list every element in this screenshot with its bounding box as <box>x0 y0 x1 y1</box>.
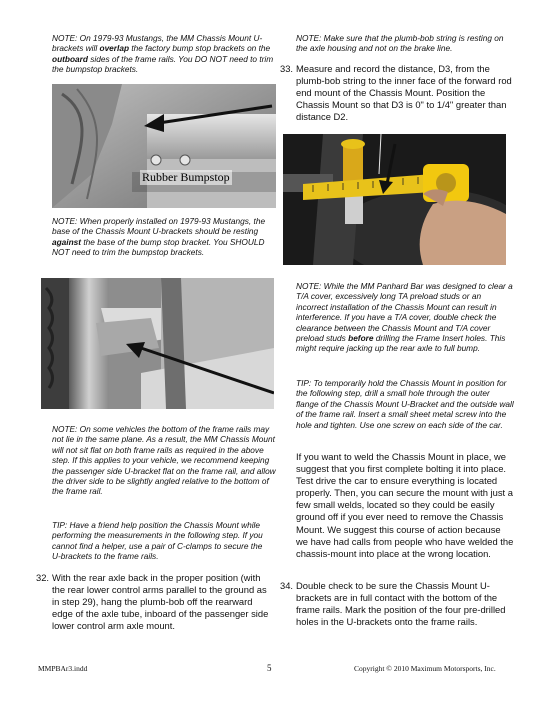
step-32-number: 32. <box>36 572 50 583</box>
note-panhard-clearance: NOTE: While the MM Panhard Bar was designed to clear a T/A cover, excessively long TA preload studs or an incorrect installation of the Chassis Mount can result in interference. If you have a T/A cover, double check the clearance between the Chassis Mount and T/A cover preload studs before drilling the Frame Insert holes. This might require jacking up the rear axle to full bump. <box>296 281 513 354</box>
chassis-mount-illustration <box>41 278 274 409</box>
note-frame-rails-plane: NOTE: On some vehicles the bottom of the frame rails may not lie in the same plane. As a result, the MM Chassis Mount will not sit flat on both frame rails as required in the above step. If this applies to your vehicle, we recommend keeping the passenger side U-bracket flat on the frame rail, and allow the driver side to be slightly angled relative to the bottom of the frame rail. <box>52 424 276 497</box>
note-plumb-bob-string: NOTE: Make sure that the plumb-bob string is resting on the axle housing and not on the brake line. <box>296 33 504 54</box>
step-33-number: 33. <box>280 63 294 74</box>
tape-measure-photo <box>283 134 506 265</box>
note-bump-stop-resting: NOTE: When properly installed on 1979-93 Mustangs, the base of the Chassis Mount U-brackets should be resting against the base of the bump stop bracket. You SHOULD NOT need to trim the bumpstop brackets. <box>52 216 266 258</box>
step-34: 34. Double check to be sure the Chassis Mount U-brackets are in full contact with the bottom of the frame rails. Mark the position of the four pre-drilled holes in the U-brackets onto the frame rails. <box>280 580 506 628</box>
step-32: 32. With the rear axle back in the proper position (with the rear lower control arms parallel to the ground as in step 29), hang the plumb-bob off the rearward edge of the axle tube, inboard of the passenger side lower control arm axle mount. <box>36 572 269 632</box>
note-outboard-overlap: NOTE: On 1979-93 Mustangs, the MM Chassis Mount U-brackets will overlap the factory bump stop brackets on the outboard sides of the frame rails. You DO NOT need to trim the bumpstop brackets. <box>52 33 274 75</box>
page-number: 5 <box>267 663 272 673</box>
chassis-mount-photo <box>41 278 274 409</box>
tip-helper-position: TIP: Have a friend help position the Chassis Mount while performing the measurements in the following step. If you cannot find a helper, use a pair of C-clamps to secure the U-brackets to the frame rails. <box>52 520 263 562</box>
bumpstop-photo <box>52 84 276 208</box>
weld-paragraph: If you want to weld the Chassis Mount in place, we suggest that you first complete bolting it into place. Test drive the car to ensure everything is located properly. Then, you can secure the mount with just a few small welds, located so they could be easily ground off if you ever need to remove the Chassis Mount. We suggest this course of action because we have had calls from people who have welded the chassis-mount into place at the wrong location. <box>296 451 514 559</box>
footer-filename: MMPBAr3.indd <box>38 664 88 673</box>
tape-measure-illustration <box>283 134 506 265</box>
step-33: 33. Measure and record the distance, D3, from the plumb-bob string to the inner face of the forward rod end mount of the Chassis Mount. Position the Chassis Mount so that D3 is 0" to 1/4" greater than distance D2. <box>280 63 512 123</box>
step-34-number: 34. <box>280 580 294 591</box>
tip-temporary-hold: TIP: To temporarily hold the Chassis Mount in position for the following step, drill a small hole through the outer flange of the Chassis Mount U-Bracket and the outside wall of the frame rail. Insert a small sheet metal screw into the hole and tighten. Use one screw on each side of the car. <box>296 378 514 430</box>
rubber-bumpstop-label: Rubber Bumpstop <box>142 170 230 184</box>
bumpstop-illustration <box>52 84 276 208</box>
footer-copyright: Copyright © 2010 Maximum Motorsports, Inc. <box>354 664 496 673</box>
